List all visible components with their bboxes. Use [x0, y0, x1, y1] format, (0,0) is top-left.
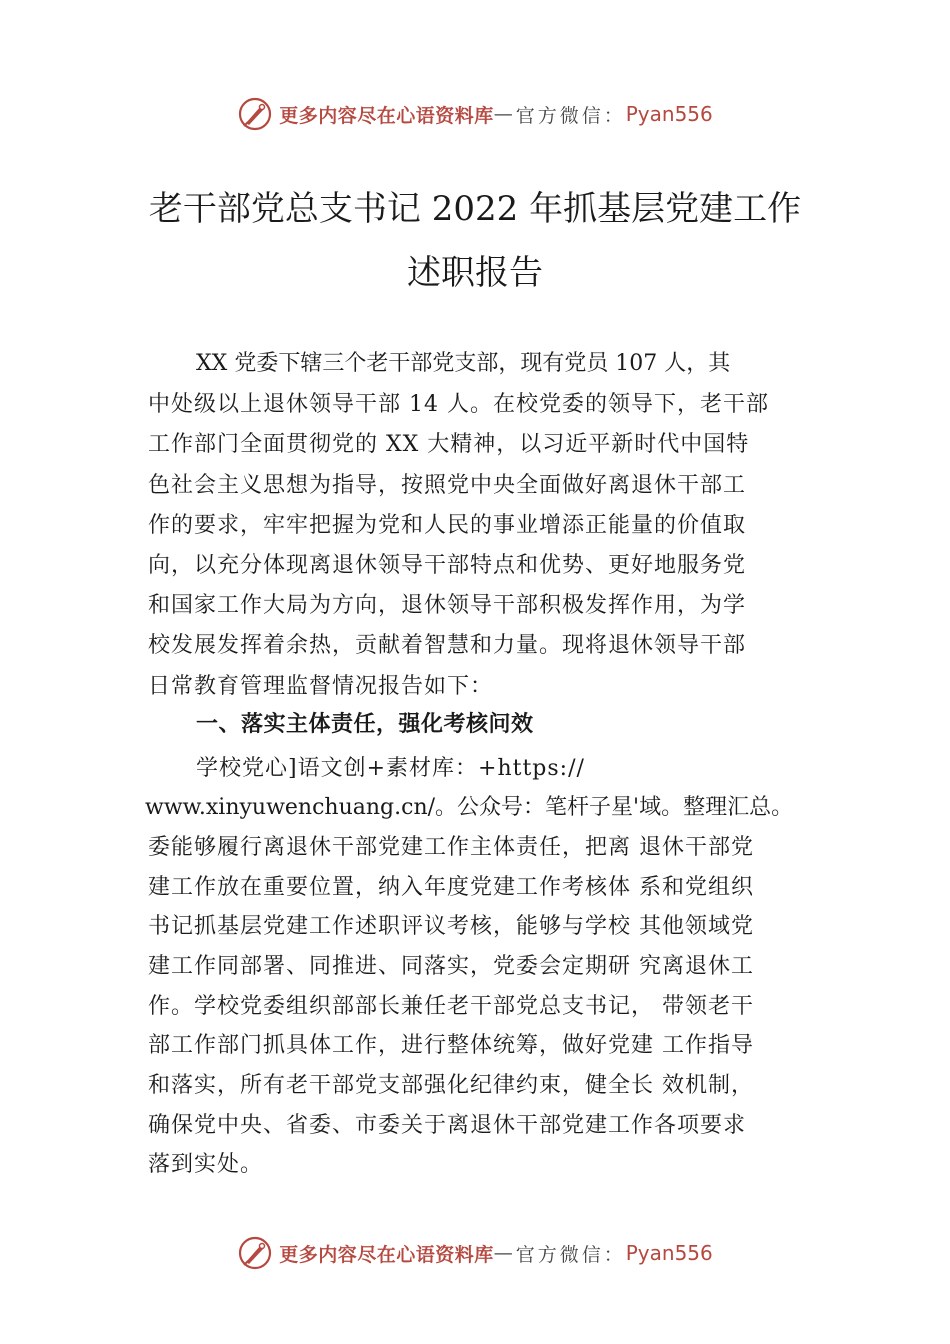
text-line: 部工作部门抓具体工作，进行整体统筹，做好党建 工作指导 [148, 1033, 754, 1058]
text-line: 确保党中央、省委、市委关于离退休干部党建工作各项要求 [148, 1113, 747, 1138]
text-line: 中处级以上退休领导干部 14 人。在校党委的领导下，老干部 [148, 392, 769, 417]
banner-brand: 更多内容尽在心语资料库 [279, 104, 494, 127]
text-line: 和落实，所有老干部党支部强化纪律约束，健全长 效机制， [148, 1073, 754, 1098]
document-title-line-1: 老干部党总支书记 2022 年抓基层党建工作 [148, 189, 802, 229]
text-line: 建工作放在重要位置，纳入年度党建工作考核体 系和党组织 [148, 875, 754, 900]
header-banner [0, 94, 950, 134]
banner-separator: — [493, 103, 516, 125]
text-line: 色社会主义思想为指导，按照党中央全面做好离退休干部工 [148, 473, 747, 498]
text-line: 日常教育管理监督情况报告如下： [148, 674, 494, 699]
banner-brand: 更多内容尽在心语资料库 [279, 1243, 494, 1266]
text-line: 建工作同部署、同推进、同落实，党委会定期研 究离退休工 [148, 954, 754, 979]
text-line: 和国家工作大局为方向，退休领导干部积极发挥作用，为学 [148, 593, 747, 618]
text-line: 书记抓基层党建工作述职评议考核，能够与学校 其他领域党 [148, 914, 754, 939]
text-line: 校发展发挥着余热，贡献着智慧和力量。现将退休领导干部 [148, 633, 747, 658]
text-line: XX 党委下辖三个老干部党支部，现有党员 107 人，其 [196, 351, 731, 376]
banner-wechat-id: Pyan556 [625, 1241, 713, 1265]
banner-wechat-id: Pyan556 [625, 102, 713, 126]
quill-logo-icon [237, 96, 273, 132]
quill-logo-icon [237, 1235, 273, 1271]
text-line: 落到实处。 [148, 1152, 264, 1177]
section-heading: 一、落实主体责任，强化考核问效 [196, 712, 534, 737]
text-line: 工作部门全面贯彻党的 XX 大精神，以习近平新时代中国特 [148, 432, 750, 457]
text-line: www.xinyuwenchuang.cn/。公众号：笔杆子星'域。整理汇总。 [145, 795, 794, 820]
text-line: 委能够履行离退休干部党建工作主体责任，把离 退休干部党 [148, 835, 754, 860]
text-line: 作的要求，牢牢把握为党和人民的事业增添正能量的价值取 [148, 513, 747, 538]
footer-banner [0, 1233, 950, 1273]
text-line: 作。学校党委组织部部长兼任老干部党总支书记， 带领老干 [148, 994, 754, 1019]
text-line: 学校党心]语文创+素材库：+https:// [196, 756, 585, 781]
banner-label: 官方微信： [515, 1243, 626, 1266]
banner-label: 官方微信： [515, 104, 626, 127]
document-title-line-2: 述职报告 [407, 253, 543, 293]
text-line: 向，以充分体现离退休领导干部特点和优势、更好地服务党 [148, 553, 747, 578]
banner-separator: — [493, 1242, 516, 1264]
